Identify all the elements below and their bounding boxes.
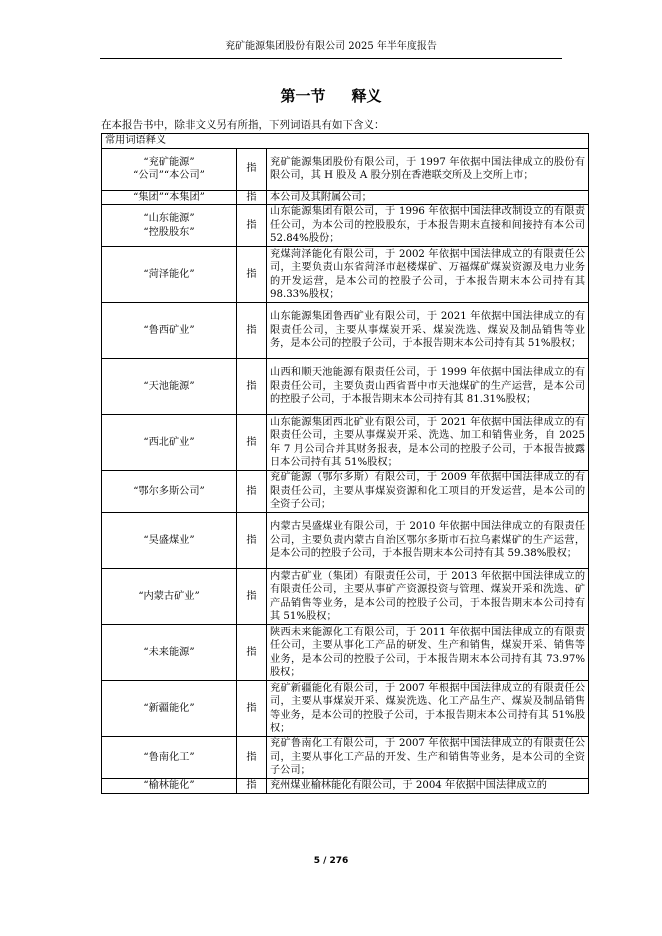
table-row [102,205,589,247]
definition-cell: 兖矿能源（鄂尔多斯）有限公司，于 2009 年依据中国法律成立的有限责任公司，主要从事煤炭资源和化工项目的开发运营，是本公司的全资子公司； [267,471,589,513]
refers-to-cell: 指 [237,737,267,779]
refers-to-cell: 指 [237,415,267,471]
table-row [102,737,589,779]
refers-to-cell: 指 [237,569,267,625]
definition-cell: 山东能源集团鲁西矿业有限公司，于 2021 年依据中国法律成立的有限责任公司，主要从事煤炭开采、煤炭洗选、煤炭及制品销售等业务，是本公司的控股子公司，于本报告期末本公司持有其 51%股权； [267,303,589,359]
report-header: 兖矿能源集团股份有限公司 2025 年半年度报告 [100,40,562,59]
definition-cell: 内蒙古矿业（集团）有限责任公司，于 2013 年依据中国法律成立的有限责任公司，主要从事矿产资源投资与管理、煤炭开采和洗选、矿产品销售等业务，是本公司的控股子公司，于本报告期末本公司持有其 51%股权； [267,569,589,625]
refers-to-cell: 指 [237,303,267,359]
term-cell: “西北矿业” [102,415,237,471]
definition-cell: 内蒙古昊盛煤业有限公司，于 2010 年依据中国法律成立的有限责任公司，主要负责内蒙古自治区鄂尔多斯市石拉乌素煤矿的生产运营，是本公司的控股子公司，于本报告期末本公司持有其 59.38%股权； [267,513,589,569]
definition-cell: 兖煤菏泽能化有限公司，于 2002 年依据中国法律成立的有限责任公司，主要负责山东省菏泽市赵楼煤矿、万福煤矿煤炭资源及电力业务的开发运营，是本公司的控股子公司，于本报告期末本公司持有其 98.33%股权； [267,247,589,303]
term-cell: “鲁西矿业” [102,303,237,359]
refers-to-cell: 指 [237,190,267,205]
section-number: 第一节 [280,87,326,105]
refers-to-cell: 指 [237,779,267,794]
section-name: 释义 [351,87,382,105]
term-cell: “天池能源” [102,359,237,415]
definition-cell: 兖矿鲁南化工有限公司，于 2007 年依据中国法律成立的有限责任公司，主要从事化工产品的开发、生产和销售等业务，是本公司的全资子公司； [267,737,589,779]
table-row [102,359,589,415]
definition-cell: 兖州煤业榆林能化有限公司，于 2004 年依据中国法律成立的 [267,779,589,794]
refers-to-cell: 指 [237,471,267,513]
definition-cell: 山东能源集团有限公司，于 1996 年依据中国法律改制设立的有限责任公司，为本公司的控股股东，于本报告期末直接和间接持有本公司 52.84%股份； [267,205,589,247]
term-cell: “昊盛煤业” [102,513,237,569]
term-cell: “兖矿能源” “公司”“本公司” [102,148,237,190]
term-cell: “鄂尔多斯公司” [102,471,237,513]
definition-cell: 本公司及其附属公司； [267,190,589,205]
table-section-row [102,134,589,149]
term-cell: “菏泽能化” [102,247,237,303]
refers-to-cell: 指 [237,359,267,415]
table-row [102,471,589,513]
term-cell: “新疆能化” [102,681,237,737]
term-cell: “内蒙古矿业” [102,569,237,625]
refers-to-cell: 指 [237,681,267,737]
refers-to-cell: 指 [237,148,267,190]
table-row [102,148,589,190]
term-cell: “榆林能化” [102,779,237,794]
intro-text: 在本报告书中，除非文义另有所指，下列词语具有如下含义： [101,119,385,131]
term-cell: “山东能源” “控股股东” [102,205,237,247]
term-cell: “未来能源” [102,625,237,681]
table-row [102,190,589,205]
section-title [0,86,662,106]
table-row [102,247,589,303]
table-row [102,625,589,681]
table-row [102,779,589,794]
definition-cell: 陕西未来能源化工有限公司，于 2011 年依据中国法律成立的有限责任公司，主要从事化工产品的研发、生产和销售，煤炭开采、销售等业务，是本公司的控股子公司，于本报告期末本公司持有其 73.97%股权； [267,625,589,681]
definition-cell: 兖矿能源集团股份有限公司，于 1997 年依据中国法律成立的股份有限公司，其 H 股及 A 股分别在香港联交所及上交所上市； [267,148,589,190]
term-cell: “鲁南化工” [102,737,237,779]
page-number: 5 / 276 [313,856,349,866]
table-row [102,681,589,737]
table-section-label: 常用词语释义 [102,134,589,149]
refers-to-cell: 指 [237,205,267,247]
definition-cell: 山东能源集团西北矿业有限公司，于 2021 年依据中国法律成立的有限责任公司，主要从事煤炭开采、洗选、加工和销售业务，自 2025 年 7 月公司合并其财务报表，是本公司的控股子公司，于本报告披露日本公司持有其 51%股权； [267,415,589,471]
refers-to-cell: 指 [237,513,267,569]
refers-to-cell: 指 [237,625,267,681]
refers-to-cell: 指 [237,247,267,303]
definition-cell: 兖矿新疆能化有限公司，于 2007 年根据中国法律成立的有限责任公司，主要从事煤炭开采、煤炭洗选、化工产品生产、煤炭及制品销售等业务，是本公司的控股子公司，于本报告期末本公司持有其 51%股权； [267,681,589,737]
table-row [102,569,589,625]
definition-cell: 山西和顺天池能源有限责任公司，于 1999 年依据中国法律成立的有限责任公司，主要负责山西省晋中市天池煤矿的生产运营，是本公司的控股子公司，于本报告期末本公司持有其 81.31%股权； [267,359,589,415]
table-row [102,513,589,569]
table-row [102,303,589,359]
table-row [102,415,589,471]
definitions-table [101,133,589,794]
term-cell: “集团”“本集团” [102,190,237,205]
